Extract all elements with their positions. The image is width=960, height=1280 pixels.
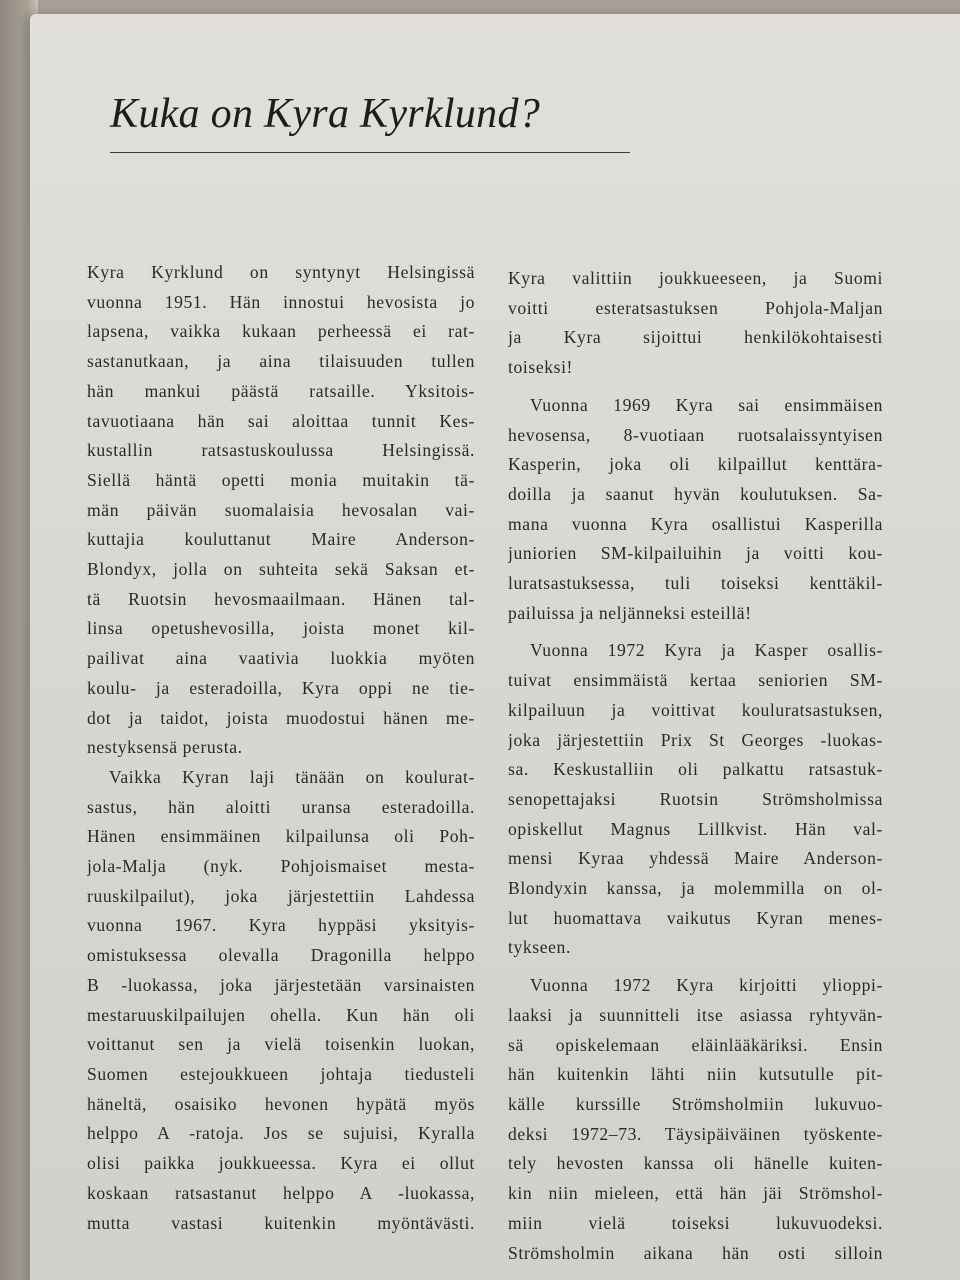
text-line: ja Kyra sijoittui henkilökohtaisesti (508, 327, 883, 348)
text-line: sastanutkaan, ja aina tilaisuuden tullen (87, 351, 475, 372)
text-line: B -luokassa, joka järjestetään varsinaisten (87, 974, 475, 995)
text-line: hän mankui päästä ratsaille. Yksitois- (87, 380, 475, 401)
text-line: kustallin ratsastuskoulussa Helsingissä. (87, 440, 475, 461)
text-line: kin niin mieleen, että hän jäi Strömshol- (508, 1183, 883, 1204)
text-line: juniorien SM-kilpailuihin ja voitti kou- (508, 543, 883, 564)
text-line: kilpailuun ja voittivat kouluratsastuksen, (508, 699, 883, 720)
text-line: Kyra valittiin joukkueeseen, ja Suomi (508, 268, 883, 288)
text-line: laaksi ja suunnitteli itse asiassa ryhtyvän- (508, 1004, 883, 1025)
text-line: kuttajia kouluttanut Maire Anderson- (87, 529, 475, 550)
right-text-column (508, 264, 883, 1268)
text-line: linsa opetushevosilla, joista monet kil- (87, 618, 475, 639)
text-line: doilla ja saanut hyvän koulutuksen. Sa- (508, 483, 883, 504)
text-line: luratsastuksessa, tuli toiseksi kenttäkil- (508, 573, 883, 594)
text-line: koskaan ratsastanut helppo A -luokassa, (87, 1182, 475, 1203)
text-line: nestyksensä perusta. (87, 737, 243, 758)
text-line: Vuonna 1972 Kyra ja Kasper osallis- (530, 640, 883, 661)
text-line: Blondyxin kanssa, ja molemmilla on ol- (508, 878, 883, 899)
text-line: ruuskilpailut), joka järjestettiin Lahdessa (87, 885, 475, 906)
chapter-title: Kuka on Kyra Kyrklund? (110, 91, 541, 137)
text-line: opiskellut Magnus Lillkvist. Hän val- (508, 818, 883, 839)
title-underline-rule (110, 152, 630, 153)
text-line: tykseen. (508, 937, 571, 958)
text-line: Siellä häntä opetti monia muitakin tä- (87, 469, 475, 490)
text-line: dot ja taidot, joista muodostui hänen me- (87, 707, 475, 728)
text-line: hän kuitenkin lähti niin kutsutulle pit- (508, 1064, 883, 1085)
text-line: mestaruuskilpailujen ohella. Kun hän oli (87, 1004, 475, 1025)
text-line: vuonna 1951. Hän innostui hevosista jo (87, 291, 475, 312)
text-line: tä Ruotsin hevosmaailmaan. Hänen tal- (87, 588, 475, 609)
paragraph-gap (508, 963, 883, 971)
text-line: miin vielä toiseksi lukuvuodeksi. (508, 1212, 883, 1233)
text-line: jola-Malja (nyk. Pohjoismaiset mesta- (87, 856, 475, 877)
text-line: hevosensa, 8-vuotiaan ruotsalaissyntyisen (508, 424, 883, 445)
text-line: Hänen ensimmäinen kilpailunsa oli Poh- (87, 826, 475, 847)
text-line: mutta vastasi kuitenkin myöntävästi. (87, 1212, 475, 1233)
text-line: omistuksessa olevalla Dragonilla helppo (87, 945, 475, 966)
text-line: män päivän suomalaisia hevosalan vai- (87, 499, 475, 520)
text-line: Vuonna 1969 Kyra sai ensimmäisen (530, 394, 883, 415)
text-line: deksi 1972–73. Täysipäiväinen työskente- (508, 1123, 883, 1144)
text-line: Strömsholmin aikana hän osti silloin (508, 1242, 883, 1263)
text-line: källe kurssille Strömsholmiin lukuvuo- (508, 1093, 883, 1114)
text-line: voittanut sen ja vielä toisenkin luokan, (87, 1034, 475, 1055)
text-line: vuonna 1967. Kyra hyppäsi yksityis- (87, 915, 475, 936)
text-line: mana vuonna Kyra osallistui Kasperilla (508, 513, 883, 534)
text-line: pailivat aina vaativia luokkia myöten (87, 648, 475, 669)
paragraph-gap (508, 383, 883, 391)
text-line: olisi paikka joukkueessa. Kyra ei ollut (87, 1153, 475, 1174)
text-line: tuivat ensimmäistä kertaa seniorien SM- (508, 670, 883, 691)
text-line: sä opiskelemaan eläinlääkäriksi. Ensin (508, 1034, 883, 1055)
text-line: Suomen estejoukkueen johtaja tiedusteli (87, 1063, 475, 1084)
paragraph-gap (508, 628, 883, 636)
text-line: sa. Keskustalliin oli palkattu ratsastuk- (508, 759, 883, 780)
text-line: sastus, hän aloitti uransa esteradoilla. (87, 796, 475, 817)
text-line: tely hevosten kanssa oli hänelle kuiten- (508, 1153, 883, 1174)
text-line: tavuotiaana hän sai aloittaa tunnit Kes- (87, 410, 475, 431)
text-line: pailuissa ja neljänneksi esteillä! (508, 602, 752, 623)
text-line: voitti esteratsastuksen Pohjola-Maljan (508, 297, 883, 318)
text-line: joka järjestettiin Prix St Georges -luokas- (508, 729, 883, 750)
text-line: mensi Kyraa yhdessä Maire Anderson- (508, 848, 883, 869)
text-line: Kyra Kyrklund on syntynyt Helsingissä (87, 262, 475, 282)
text-line: toiseksi! (508, 357, 574, 378)
left-text-column (87, 258, 475, 1238)
text-line: Blondyx, jolla on suhteita sekä Saksan et- (87, 559, 475, 580)
text-line: häneltä, osaisiko hevonen hypätä myös (87, 1093, 475, 1114)
text-line: senopettajaksi Ruotsin Strömsholmissa (508, 788, 883, 809)
text-line: Vaikka Kyran laji tänään on koulurat- (109, 766, 475, 787)
text-line: koulu- ja esteradoilla, Kyra oppi ne tie- (87, 677, 475, 698)
text-line: lapsena, vaikka kukaan perheessä ei rat- (87, 321, 475, 342)
text-line: helppo A -ratoja. Jos se sujuisi, Kyralla (87, 1123, 475, 1144)
text-line: Kasperin, joka oli kilpaillut kenttära- (508, 454, 883, 475)
text-line: lut huomattava vaikutus Kyran menes- (508, 907, 883, 928)
text-line: Vuonna 1972 Kyra kirjoitti ylioppi- (530, 975, 883, 996)
